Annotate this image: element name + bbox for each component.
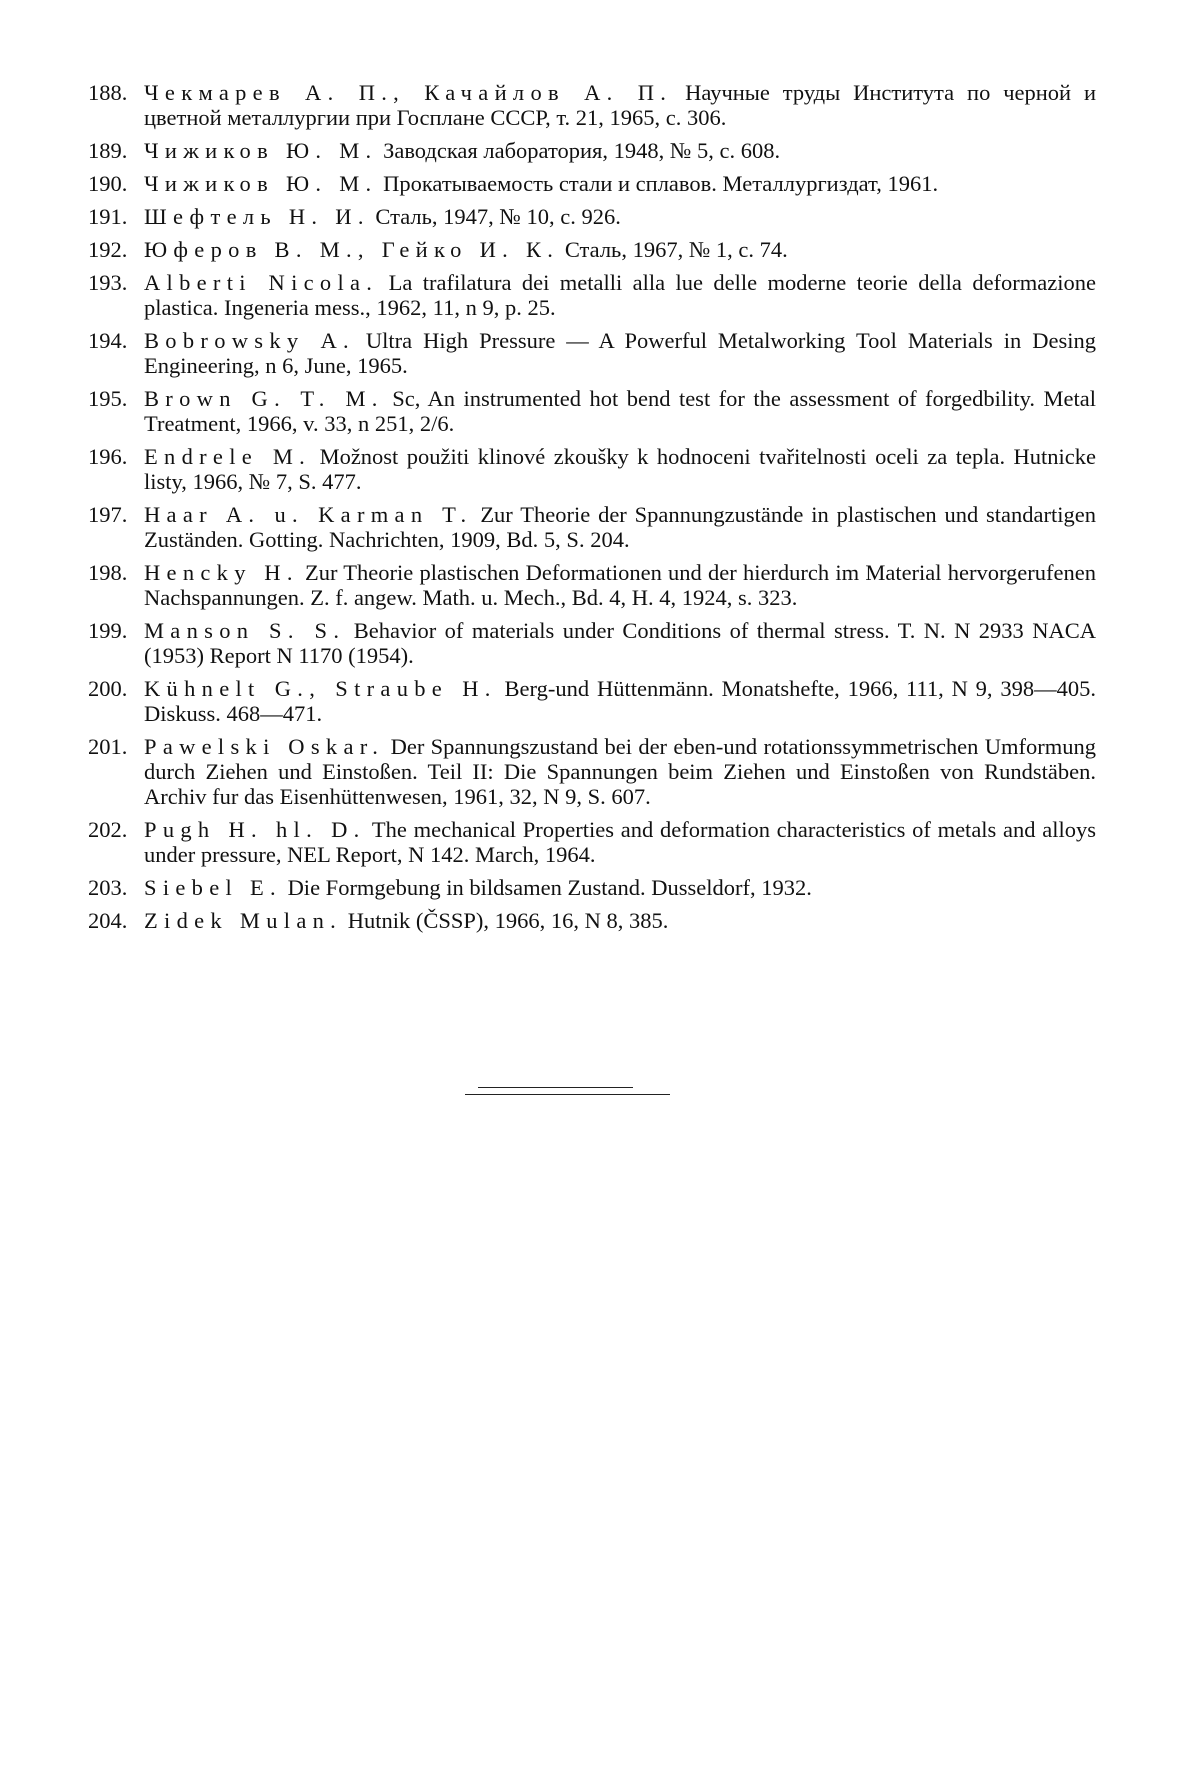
reference-text: Ultra High Pressure — A Powerful Metalworking Tool Materials in Desing Engineering, n 6, June, 1965. <box>144 328 1096 378</box>
reference-item <box>88 270 1096 320</box>
reference-item <box>88 171 1096 196</box>
reference-number: 203. <box>88 875 128 900</box>
reference-author: Alberti Nicola. <box>144 270 379 295</box>
reference-author: Kühnelt G., Straube H. <box>144 676 497 701</box>
reference-number: 200. <box>88 676 128 701</box>
reference-text: Zur Theorie plastischen Deformationen und der hierdurch im Material hervorgerufenen Nachspannungen. Z. f. angew. Math. u. Mech., Bd. 4, H. 4, 1924, s. 323. <box>144 560 1097 610</box>
reference-item <box>88 237 1096 262</box>
reference-text: Научные труды Института по черной и цветной металлургии при Госплане СССР, т. 21, 1965, с. 306. <box>144 80 1097 130</box>
reference-text: Заводская лаборатория, 1948, № 5, с. 608. <box>383 138 781 163</box>
reference-number: 197. <box>88 502 128 527</box>
reference-author: Юферов В. М., Гейко И. К. <box>144 237 560 262</box>
reference-item <box>88 444 1096 494</box>
reference-text: Sc, An instrumented hot bend test for the assessment of forgedbility. Metal Treatment, 1966, v. 33, n 251, 2/6. <box>144 386 1097 436</box>
reference-item <box>88 386 1096 436</box>
reference-text: Zur Theorie der Spannungzustände in plastischen und standartigen Zuständen. Gotting. Nachrichten, 1909, Bd. 5, S. 204. <box>144 502 1097 552</box>
reference-item <box>88 328 1096 378</box>
reference-number: 193. <box>88 270 128 295</box>
reference-text: Berg-und Hüttenmänn. Monatshefte, 1966, 111, N 9, 398—405. Diskuss. 468—471. <box>144 676 1096 726</box>
reference-author: Bobrowsky A. <box>144 328 355 353</box>
reference-number: 202. <box>88 817 128 842</box>
reference-text: The mechanical Properties and deformation characteristics of metals and alloys under pressure, NEL Report, N 142. March, 1964. <box>144 817 1097 867</box>
reference-item <box>88 908 1096 933</box>
reference-number: 188. <box>88 80 128 105</box>
reference-item <box>88 204 1096 229</box>
reference-text: Сталь, 1967, № 1, с. 74. <box>564 237 788 262</box>
reference-author: Brown G. T. M. <box>144 386 384 411</box>
reference-number: 190. <box>88 171 128 196</box>
reference-number: 194. <box>88 328 128 353</box>
reference-item <box>88 734 1096 809</box>
reference-text: Die Formgebung in bildsamen Zustand. Dusseldorf, 1932. <box>287 875 812 900</box>
reference-item <box>88 138 1096 163</box>
reference-list <box>88 80 1096 941</box>
reference-author: Endrele M. <box>144 444 312 469</box>
reference-author: Siebel E. <box>144 875 282 900</box>
reference-number: 201. <box>88 734 128 759</box>
reference-item <box>88 502 1096 552</box>
reference-author: Чижиков Ю. М. <box>144 138 378 163</box>
reference-item <box>88 80 1096 130</box>
reference-author: Hencky H. <box>144 560 299 585</box>
reference-number: 189. <box>88 138 128 163</box>
reference-number: 191. <box>88 204 128 229</box>
reference-item <box>88 618 1096 668</box>
reference-number: 198. <box>88 560 128 585</box>
reference-text: La trafilatura dei metalli alla lue delle moderne teorie della deformazione plastica. Ingeneria mess., 1962, 11, n 9, p. 25. <box>144 270 1096 320</box>
reference-text: Прокатываемость стали и сплавов. Металлургиздат, 1961. <box>383 171 939 196</box>
reference-number: 192. <box>88 237 128 262</box>
reference-item <box>88 560 1096 610</box>
reference-author: Чижиков Ю. М. <box>144 171 378 196</box>
reference-item <box>88 817 1096 867</box>
reference-number: 199. <box>88 618 128 643</box>
reference-text: Hutnik (ČSSP), 1966, 16, N 8, 385. <box>347 908 669 933</box>
reference-author: Haar A. u. Karman T. <box>144 502 473 527</box>
reference-author: Pawelski Oskar. <box>144 734 385 759</box>
reference-item <box>88 875 1096 900</box>
reference-number: 195. <box>88 386 128 411</box>
reference-text: Behavior of materials under Conditions of thermal stress. T. N. N 2933 NACA (1953) Report N 1170 (1954). <box>144 618 1096 668</box>
reference-item <box>88 676 1096 726</box>
reference-text: Сталь, 1947, № 10, с. 926. <box>375 204 621 229</box>
end-divider-bottom <box>465 1094 670 1095</box>
reference-author: Шефтель Н. И. <box>144 204 370 229</box>
reference-author: Чекмарев А. П., Качайлов А. П. <box>144 80 673 105</box>
end-divider-top <box>478 1087 633 1088</box>
reference-text: Der Spannungszustand bei der eben-und rotationssymmetrischen Umformung durch Ziehen und Einstoßen. Teil II: Die Spannungen beim Ziehen und Einstoßen von Rundstäben. Archiv fur das Eisenhüttenwesen, 1961, 32, N 9, S. 607. <box>144 734 1097 809</box>
reference-number: 196. <box>88 444 128 469</box>
reference-number: 204. <box>88 908 128 933</box>
reference-author: Manson S. S. <box>144 618 346 643</box>
reference-author: Pugh H. hl. D. <box>144 817 366 842</box>
reference-text: Možnost použiti klinové zkoušky k hodnoceni tvařitelnosti oceli za tepla. Hutnicke listy, 1966, № 7, S. 477. <box>144 444 1097 494</box>
reference-author: Zidek Mulan. <box>144 908 343 933</box>
